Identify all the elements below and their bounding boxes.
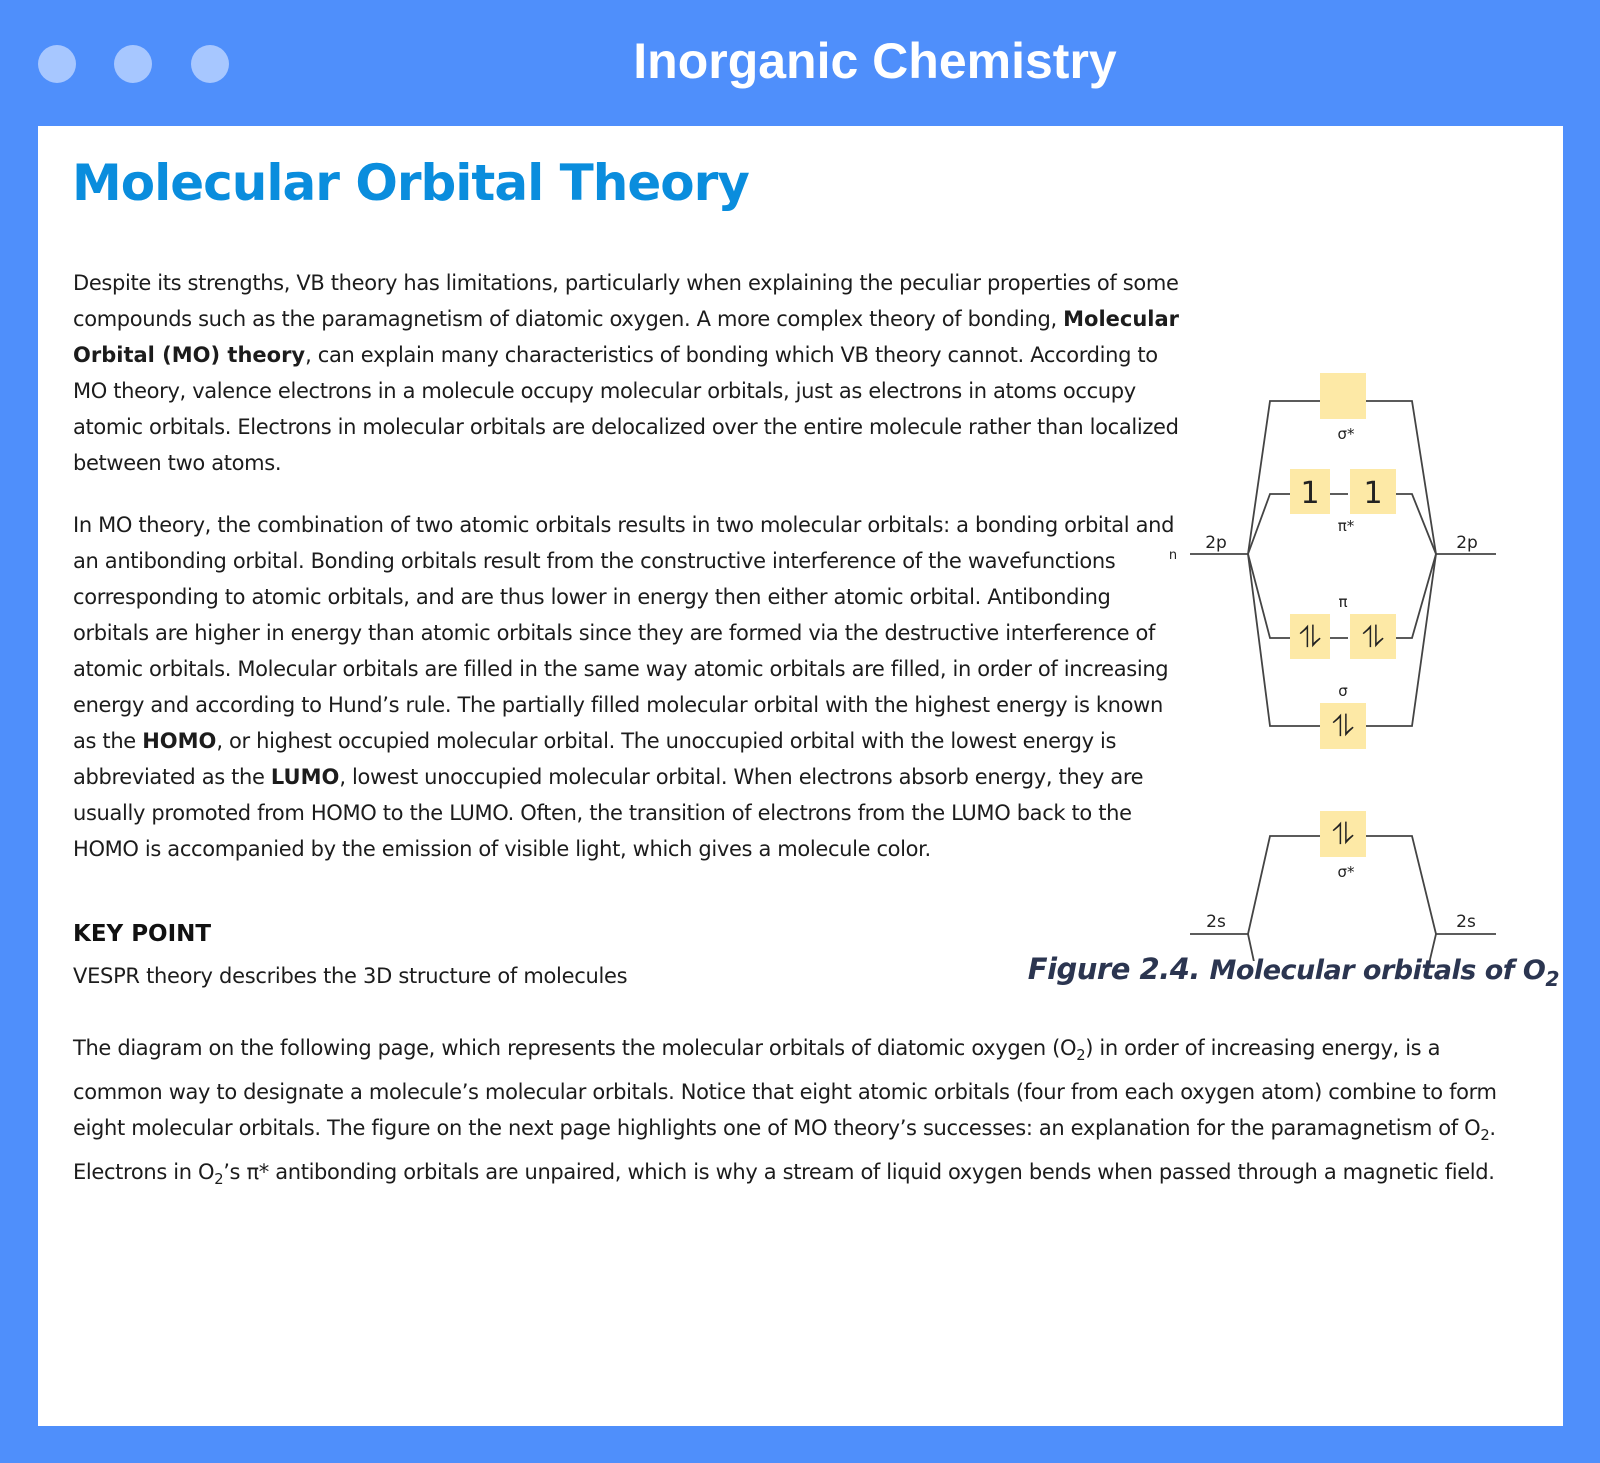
- label-pi: π: [1338, 593, 1348, 611]
- p1-text-b: , can explain many characteristics of bonding which VB theory cannot. According to MO theory, valence electrons in a molecule occupy molecular orbitals, just as electrons in atoms occupy atomic orbitals. Electrons in molecular orbitals are delocalized over the entire molecule rather than localized between two atoms.: [73, 343, 1179, 475]
- p2-text-a: In MO theory, the combination of two atomic orbitals results in two molecular orbitals: a bonding orbital and an antibonding orbital. Bonding orbitals result from the constructive interference of the wavefunctions corresponding to atomic orbitals, and are thus lower in energy then either atomic orbital. Antibonding orbitals are higher in energy than atomic orbitals since they are formed via the destructive interference of atomic orbitals. Molecular orbitals are filled in the same way atomic orbitals are filled, in order of increasing energy and according to Hund’s rule. The partially filled molecular orbital with the highest energy is known as the: [73, 513, 1175, 753]
- label-sigma-star-2s: σ*: [1337, 863, 1355, 881]
- label-sigma-star-2p: σ*: [1337, 425, 1355, 443]
- paragraph-o2-diagram: [73, 1030, 1533, 1199]
- page-title: Molecular Orbital Theory: [72, 154, 749, 212]
- window-titlebar: [0, 0, 1600, 126]
- p1-bold-term: Molecular Orbital (MO) theory: [73, 307, 1180, 367]
- label-2s-left: 2s: [1206, 912, 1226, 932]
- p1-text-a: Despite its strengths, VB theory has limitations, particularly when explaining the peculiar properties of some compounds such as the paramagnetism of diatomic oxygen. A more complex theory of bonding,: [73, 271, 1179, 331]
- figure-caption-text: Molecular orbitals of O: [1209, 955, 1546, 986]
- p3-sub-2: 2: [1480, 1127, 1490, 1145]
- key-point-title: KEY POINT: [73, 921, 212, 947]
- p2-text-c: , lowest unoccupied molecular orbital. When electrons absorb energy, they are usually promoted from HOMO to the LUMO. Often, the transition of electrons from the LUMO back to the HOMO is accompanied by the emission of visible light, which gives a molecule color.: [73, 765, 1144, 861]
- figure-caption: [1028, 952, 1559, 991]
- document-page: [38, 126, 1563, 1426]
- p3-text-d: ’s π* antibonding orbitals are unpaired, which is why a stream of liquid oxygen bends when passed through a magnetic field.: [223, 1160, 1495, 1185]
- pi-star-left-electron: 1: [1300, 476, 1320, 511]
- paragraph-mo-theory: [73, 507, 1183, 867]
- p3-text-c: . Electrons in O: [73, 1116, 1496, 1185]
- p3-sub-1: 2: [1076, 1047, 1086, 1065]
- paragraph-vb-limitations: [73, 265, 1183, 481]
- pi-right-electrons: ⥮: [1362, 620, 1384, 655]
- label-pi-star: π*: [1337, 517, 1355, 535]
- mo-diagram-figure: [1168, 241, 1563, 961]
- window-title: Inorganic Chemistry: [633, 33, 1117, 89]
- label-2s-right: 2s: [1456, 912, 1476, 932]
- sigma-star-2p-box: [1320, 373, 1366, 419]
- pi-left-electrons: ⥮: [1299, 620, 1321, 655]
- sigma-2p-electrons: ⥮: [1332, 709, 1354, 744]
- label-2p-right: 2p: [1456, 533, 1478, 553]
- p2-bold-lumo: LUMO: [270, 765, 340, 789]
- p2-bold-homo: HOMO: [142, 729, 217, 753]
- p2-text-b: , or highest occupied molecular orbital. The unoccupied orbital with the lowest energy is abbreviated as the: [73, 729, 1117, 789]
- p3-text-b: ) in order of increasing energy, is a common way to designate a molecule’s molecular orbitals. Notice that eight atomic orbitals (four from each oxygen atom) combine to form eight molecular orbitals. The figure on the next page highlights one of MO theory’s successes: an explanation for the paramagnetism of O: [73, 1036, 1497, 1141]
- label-sigma-2p: σ: [1338, 682, 1348, 700]
- stray-mark: n: [1168, 548, 1178, 563]
- pi-star-right-electron: 1: [1363, 476, 1383, 511]
- figure-caption-sub: 2: [1545, 966, 1559, 991]
- p3-text-a: The diagram on the following page, which represents the molecular orbitals of diatomic oxygen (O: [73, 1036, 1077, 1060]
- label-2p-left: 2p: [1205, 533, 1227, 553]
- p3-sub-3: 2: [214, 1171, 224, 1189]
- key-point-text: VESPR theory describes the 3D structure of molecules: [73, 964, 628, 988]
- figure-caption-label: Figure 2.4.: [1027, 952, 1200, 986]
- sigma-star-2s-electrons: ⥮: [1332, 817, 1354, 852]
